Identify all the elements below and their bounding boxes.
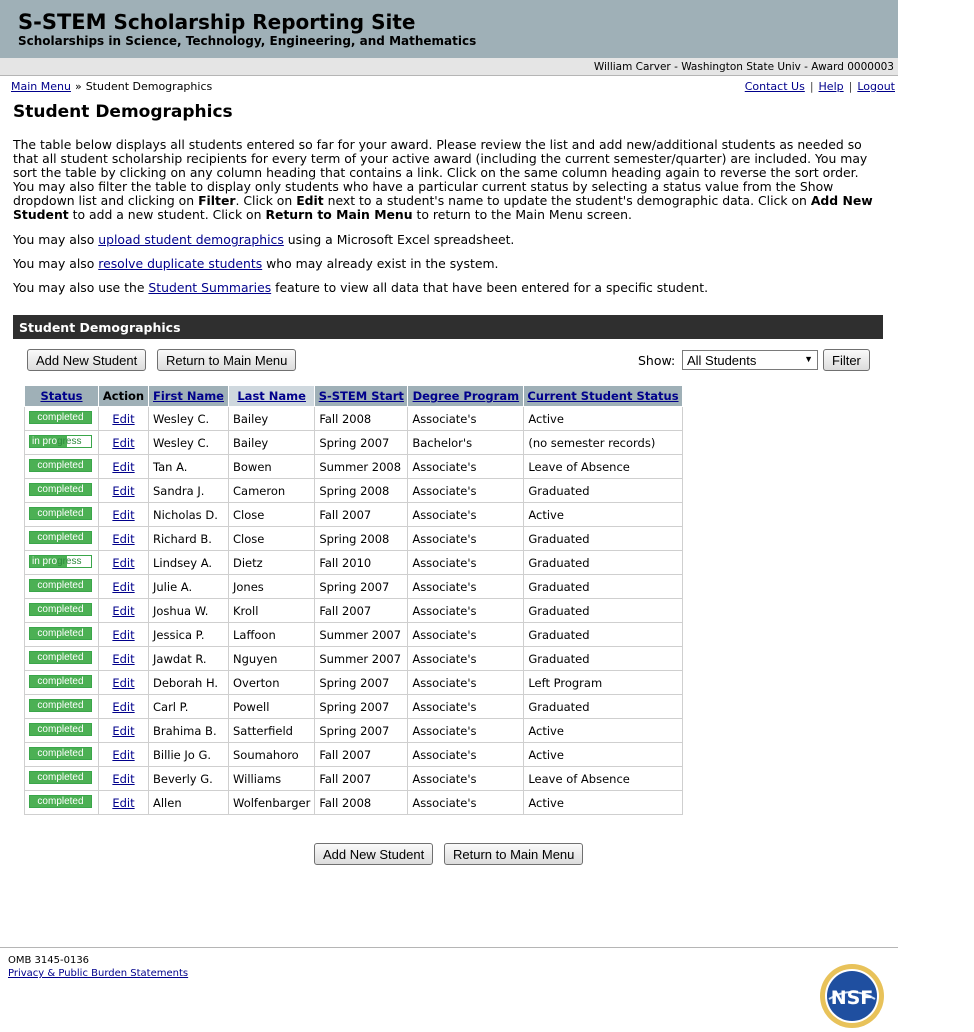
degree-program-cell: Associate's: [408, 695, 524, 719]
upload-demographics-link[interactable]: upload student demographics: [98, 232, 284, 247]
last-name-cell: Bailey: [229, 431, 315, 455]
status-badge-text: in pro: [32, 435, 58, 447]
last-name-cell: Satterfield: [229, 719, 315, 743]
first-name-cell: Nicholas D.: [149, 503, 229, 527]
current-status-cell: Leave of Absence: [524, 455, 682, 479]
first-name-cell: Jessica P.: [149, 623, 229, 647]
intro-bold-add: Add New Student: [13, 193, 873, 222]
status-badge: completed: [29, 675, 92, 688]
sstem-start-cell: Fall 2007: [315, 599, 408, 623]
status-badge: completed: [29, 699, 92, 712]
status-badge: completed: [29, 603, 92, 616]
last-name-cell: Nguyen: [229, 647, 315, 671]
degree-program-cell: Associate's: [408, 743, 524, 767]
last-name-cell: Jones: [229, 575, 315, 599]
action-cell: [99, 623, 149, 647]
help-link[interactable]: Help: [818, 80, 844, 93]
status-badge: completed: [29, 771, 92, 784]
table-row: [25, 455, 683, 479]
action-cell: [99, 647, 149, 671]
current-status-cell: Graduated: [524, 623, 682, 647]
table-row: [25, 767, 683, 791]
first-name-cell: Brahima B.: [149, 719, 229, 743]
action-cell: [99, 791, 149, 815]
sstem-start-cell: Fall 2007: [315, 767, 408, 791]
last-name-cell: Close: [229, 527, 315, 551]
intro-bold-filter: Filter: [198, 193, 236, 208]
sstem-start-cell: Spring 2007: [315, 719, 408, 743]
action-cell: [99, 575, 149, 599]
upload-paragraph: [13, 232, 514, 247]
status-badge: [29, 435, 92, 448]
intro-text-3: next to a student's name to update the student's demographic data. Click on: [323, 193, 811, 208]
first-name-cell: Jawdat R.: [149, 647, 229, 671]
table-row: [25, 671, 683, 695]
edit-link[interactable]: Edit: [112, 747, 135, 762]
action-cell: [99, 695, 149, 719]
status-cell: [25, 767, 99, 791]
sstem-start-cell: Summer 2007: [315, 623, 408, 647]
edit-link[interactable]: Edit: [112, 507, 135, 522]
edit-link[interactable]: Edit: [112, 603, 135, 618]
intro-text-5: to return to the Main Menu screen.: [412, 207, 632, 222]
status-badge-text: gress: [57, 555, 82, 567]
action-cell: [99, 503, 149, 527]
edit-link[interactable]: Edit: [112, 699, 135, 714]
last-name-cell: Close: [229, 503, 315, 527]
status-badge-text: gress: [57, 435, 82, 447]
show-label: Show:: [638, 353, 676, 368]
last-name-cell: Bowen: [229, 455, 315, 479]
degree-program-cell: Bachelor's: [408, 431, 524, 455]
edit-link[interactable]: Edit: [112, 459, 135, 474]
current-status-cell: Active: [524, 719, 682, 743]
sort-current-status-link[interactable]: Current Student Status: [527, 389, 679, 403]
status-cell: [25, 431, 99, 455]
degree-program-cell: Associate's: [408, 527, 524, 551]
show-select[interactable]: [682, 350, 818, 370]
current-status-cell: Graduated: [524, 599, 682, 623]
table-header-row: [25, 386, 683, 407]
action-cell: [99, 527, 149, 551]
sstem-start-cell: Fall 2010: [315, 551, 408, 575]
header-sstem-start[interactable]: [315, 386, 408, 407]
status-cell: [25, 623, 99, 647]
last-name-cell: Williams: [229, 767, 315, 791]
status-badge: completed: [29, 747, 92, 760]
upload-post: using a Microsoft Excel spreadsheet.: [283, 232, 515, 247]
summaries-post: feature to view all data that have been entered for a specific student.: [271, 280, 709, 295]
header-last-name[interactable]: [229, 386, 315, 407]
last-name-cell: Wolfenbarger: [229, 791, 315, 815]
status-cell: [25, 479, 99, 503]
return-main-menu-button[interactable]: Return to Main Menu: [157, 349, 296, 371]
privacy-link[interactable]: Privacy & Public Burden Statements: [8, 968, 189, 979]
show-select-value: All Students: [687, 353, 757, 368]
table-row: [25, 479, 683, 503]
status-badge-text: in pro: [32, 555, 58, 567]
table-row: [25, 647, 683, 671]
status-cell: [25, 647, 99, 671]
action-cell: [99, 551, 149, 575]
sstem-start-cell: Fall 2008: [315, 791, 408, 815]
add-new-student-button[interactable]: Add New Student: [27, 349, 146, 371]
current-status-cell: Active: [524, 743, 682, 767]
status-cell: [25, 599, 99, 623]
current-status-cell: Graduated: [524, 527, 682, 551]
user-info: William Carver - Washington State Univ - Award 0000003: [593, 61, 894, 73]
edit-link[interactable]: Edit: [112, 627, 135, 642]
status-badge: completed: [29, 531, 92, 544]
last-name-cell: Soumahoro: [229, 743, 315, 767]
edit-link[interactable]: Edit: [112, 579, 135, 594]
first-name-cell: Beverly G.: [149, 767, 229, 791]
sort-status-link[interactable]: Status: [40, 389, 83, 403]
table-row: [25, 599, 683, 623]
sstem-start-cell: Summer 2008: [315, 455, 408, 479]
resolve-duplicates-link[interactable]: resolve duplicate students: [98, 256, 263, 271]
table-row: [25, 695, 683, 719]
degree-program-cell: Associate's: [408, 407, 524, 431]
edit-link[interactable]: Edit: [112, 795, 135, 810]
degree-program-cell: Associate's: [408, 623, 524, 647]
header-status[interactable]: [25, 386, 99, 407]
current-status-cell: Graduated: [524, 647, 682, 671]
table-row: [25, 527, 683, 551]
sstem-start-cell: Fall 2007: [315, 743, 408, 767]
action-cell: [99, 407, 149, 431]
edit-link[interactable]: Edit: [112, 531, 135, 546]
page-title: Student Demographics: [13, 102, 233, 122]
last-name-cell: Laffoon: [229, 623, 315, 647]
sort-first-name-link[interactable]: First Name: [153, 389, 224, 403]
action-cell: [99, 455, 149, 479]
status-cell: [25, 503, 99, 527]
sstem-start-cell: Spring 2007: [315, 695, 408, 719]
last-name-cell: Dietz: [229, 551, 315, 575]
action-cell: [99, 599, 149, 623]
sstem-start-cell: Spring 2007: [315, 671, 408, 695]
summaries-paragraph: [13, 280, 708, 295]
last-name-cell: Overton: [229, 671, 315, 695]
status-badge: completed: [29, 723, 92, 736]
return-main-menu-button-bottom[interactable]: Return to Main Menu: [444, 843, 583, 865]
first-name-cell: Joshua W.: [149, 599, 229, 623]
header-degree-program[interactable]: [408, 386, 524, 407]
status-badge: completed: [29, 507, 92, 520]
contact-us-link[interactable]: Contact Us: [744, 80, 805, 93]
summaries-pre: You may also use the: [13, 280, 149, 295]
first-name-cell: Julie A.: [149, 575, 229, 599]
site-banner: [0, 0, 898, 58]
edit-link[interactable]: Edit: [112, 651, 135, 666]
table-row: [25, 503, 683, 527]
status-cell: [25, 551, 99, 575]
site-title-brand: S-STEM: [18, 10, 107, 34]
last-name-cell: Bailey: [229, 407, 315, 431]
degree-program-cell: Associate's: [408, 479, 524, 503]
edit-link[interactable]: Edit: [112, 723, 135, 738]
degree-program-cell: Associate's: [408, 791, 524, 815]
first-name-cell: Lindsey A.: [149, 551, 229, 575]
table-row: [25, 407, 683, 431]
first-name-cell: Tan A.: [149, 455, 229, 479]
current-status-cell: Left Program: [524, 671, 682, 695]
edit-link[interactable]: Edit: [112, 555, 135, 570]
status-cell: [25, 791, 99, 815]
first-name-cell: Billie Jo G.: [149, 743, 229, 767]
edit-link[interactable]: Edit: [112, 411, 135, 426]
sstem-start-cell: Summer 2007: [315, 647, 408, 671]
filter-button[interactable]: Filter: [823, 349, 870, 371]
status-cell: [25, 407, 99, 431]
table-row: [25, 575, 683, 599]
duplicates-post: who may already exist in the system.: [262, 256, 499, 271]
degree-program-cell: Associate's: [408, 575, 524, 599]
breadcrumb-separator: »: [74, 80, 82, 93]
header-current-status[interactable]: [524, 386, 682, 407]
first-name-cell: Deborah H.: [149, 671, 229, 695]
upload-pre: You may also: [13, 232, 99, 247]
sort-sstem-start-link[interactable]: S-STEM Start: [318, 389, 404, 403]
duplicates-paragraph: [13, 256, 498, 271]
link-separator: |: [809, 80, 814, 93]
first-name-cell: Allen: [149, 791, 229, 815]
intro-bold-edit: Edit: [296, 193, 324, 208]
degree-program-cell: Associate's: [408, 455, 524, 479]
first-name-cell: Wesley C.: [149, 407, 229, 431]
status-badge: completed: [29, 579, 92, 592]
status-cell: [25, 455, 99, 479]
sstem-start-cell: Spring 2008: [315, 479, 408, 503]
last-name-cell: Kroll: [229, 599, 315, 623]
nsf-logo-icon: [817, 963, 887, 1029]
omb-number: OMB 3145-0136: [8, 955, 90, 966]
status-badge: completed: [29, 651, 92, 664]
degree-program-cell: Associate's: [408, 767, 524, 791]
first-name-cell: Sandra J.: [149, 479, 229, 503]
header-first-name[interactable]: [149, 386, 229, 407]
intro-bold-return: Return to Main Menu: [265, 207, 413, 222]
current-status-cell: Leave of Absence: [524, 767, 682, 791]
site-title-rest: Scholarship Reporting Site: [113, 10, 416, 34]
sstem-start-cell: Spring 2007: [315, 575, 408, 599]
sort-degree-program-link[interactable]: Degree Program: [412, 389, 520, 403]
status-cell: [25, 719, 99, 743]
sort-last-name-link[interactable]: Last Name: [237, 389, 306, 403]
duplicates-pre: You may also: [13, 256, 99, 271]
edit-link[interactable]: Edit: [112, 771, 135, 786]
table-row: [25, 791, 683, 815]
link-separator: |: [848, 80, 853, 93]
current-status-cell: (no semester records): [524, 431, 682, 455]
sstem-start-cell: Spring 2008: [315, 527, 408, 551]
action-cell: [99, 719, 149, 743]
top-links: [745, 80, 895, 93]
status-badge: completed: [29, 459, 92, 472]
intro-text-1: The table below displays all students entered so far for your award. Please review the list and add new/additional students as needed so that all student scholarship recipients for every term of your active award (including the current semester/quarter) are included. You may sort the table by clicking on any column heading that contains a link. Click on the same column heading again to reverse the sort order. You may also filter the table to display only students who have a particular current status by selecting a status value from the Show dropdown list and clicking on: [13, 137, 868, 208]
status-badge: completed: [29, 483, 92, 496]
nsf-logo-text: NSF: [830, 987, 874, 1009]
current-status-cell: Active: [524, 503, 682, 527]
degree-program-cell: Associate's: [408, 503, 524, 527]
table-row: [25, 743, 683, 767]
add-new-student-button-bottom[interactable]: Add New Student: [314, 843, 433, 865]
sstem-start-cell: Spring 2007: [315, 431, 408, 455]
status-cell: [25, 743, 99, 767]
degree-program-cell: Associate's: [408, 719, 524, 743]
site-subtitle: Scholarships in Science, Technology, Engineering, and Mathematics: [18, 34, 477, 48]
edit-link[interactable]: Edit: [112, 435, 135, 450]
first-name-cell: Wesley C.: [149, 431, 229, 455]
edit-link[interactable]: Edit: [112, 675, 135, 690]
status-badge: completed: [29, 411, 92, 424]
breadcrumb: [11, 80, 212, 93]
status-badge: completed: [29, 795, 92, 808]
action-cell: [99, 671, 149, 695]
footer-divider: [0, 947, 898, 948]
action-cell: [99, 767, 149, 791]
students-table: [24, 385, 683, 815]
degree-program-cell: Associate's: [408, 647, 524, 671]
current-status-cell: Graduated: [524, 551, 682, 575]
header-action: Action: [99, 386, 149, 407]
first-name-cell: Richard B.: [149, 527, 229, 551]
current-status-cell: Graduated: [524, 695, 682, 719]
action-cell: [99, 479, 149, 503]
degree-program-cell: Associate's: [408, 671, 524, 695]
logout-link[interactable]: Logout: [857, 80, 895, 93]
sstem-start-cell: Fall 2007: [315, 503, 408, 527]
edit-link[interactable]: Edit: [112, 483, 135, 498]
table-row: [25, 431, 683, 455]
status-cell: [25, 575, 99, 599]
sstem-start-cell: Fall 2008: [315, 407, 408, 431]
first-name-cell: Carl P.: [149, 695, 229, 719]
table-row: [25, 719, 683, 743]
breadcrumb-current: Student Demographics: [85, 80, 213, 93]
current-status-cell: Graduated: [524, 479, 682, 503]
degree-program-cell: Associate's: [408, 551, 524, 575]
chevron-down-icon: ▼: [804, 354, 813, 364]
status-cell: [25, 527, 99, 551]
intro-text-2: . Click on: [235, 193, 297, 208]
student-summaries-link[interactable]: Student Summaries: [148, 280, 272, 295]
action-cell: [99, 431, 149, 455]
current-status-cell: Graduated: [524, 575, 682, 599]
intro-text-4: to add a new student. Click on: [68, 207, 266, 222]
action-cell: [99, 743, 149, 767]
degree-program-cell: Associate's: [408, 599, 524, 623]
status-cell: [25, 695, 99, 719]
status-badge: completed: [29, 627, 92, 640]
site-title: [18, 10, 415, 34]
last-name-cell: Cameron: [229, 479, 315, 503]
last-name-cell: Powell: [229, 695, 315, 719]
current-status-cell: Active: [524, 407, 682, 431]
status-badge: [29, 555, 92, 568]
status-cell: [25, 671, 99, 695]
panel-title: Student Demographics: [13, 315, 883, 339]
table-row: [25, 551, 683, 575]
current-status-cell: Active: [524, 791, 682, 815]
table-body: [25, 407, 683, 815]
breadcrumb-main-menu-link[interactable]: Main Menu: [11, 80, 71, 93]
intro-paragraph: [13, 138, 883, 222]
table-row: [25, 623, 683, 647]
user-bar: [0, 58, 898, 76]
